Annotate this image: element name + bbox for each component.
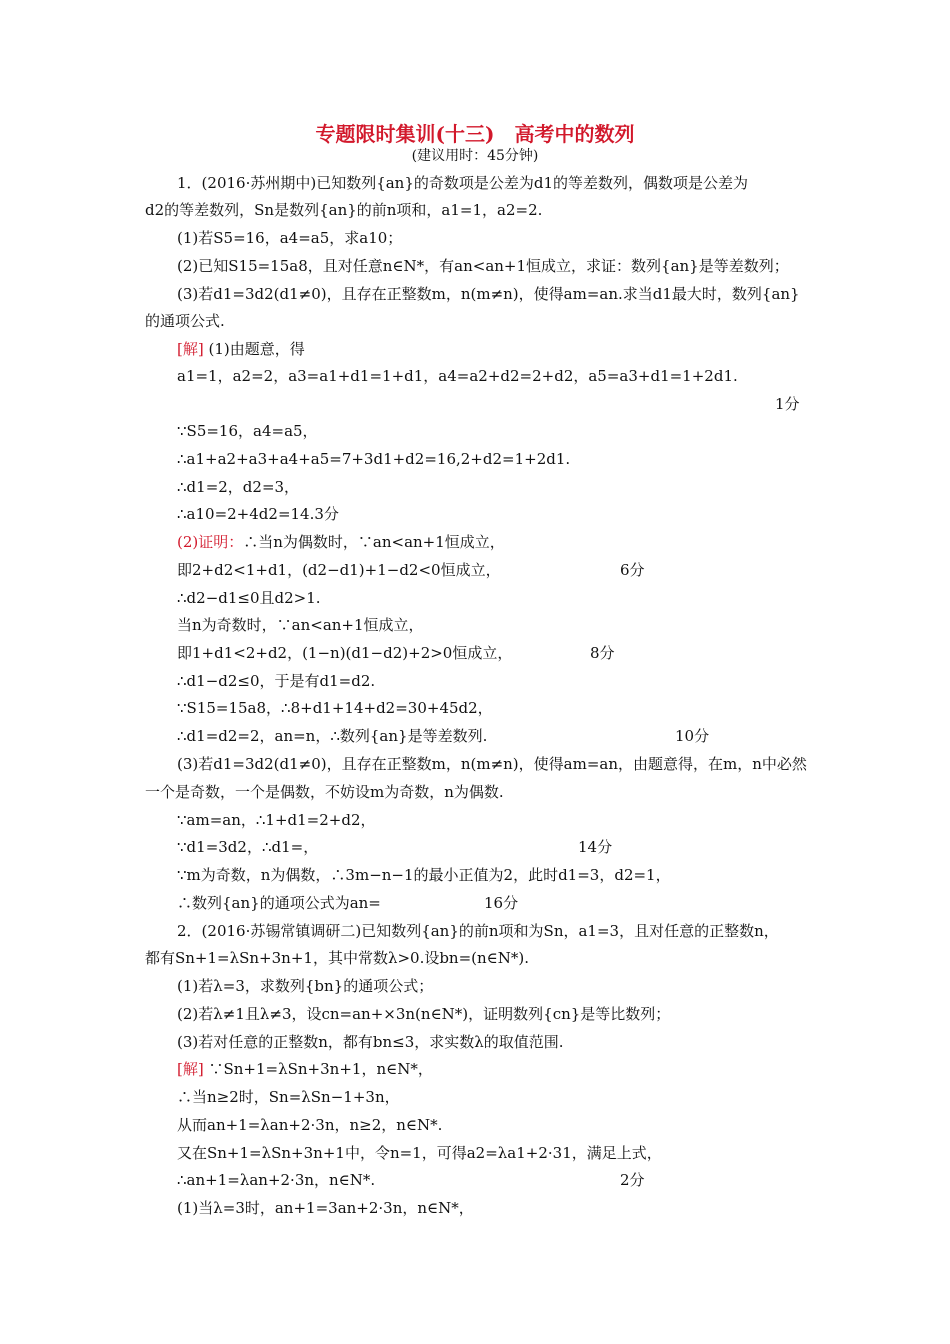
proof-line-2: 即2+d2<1+d1，(d2−d1)+1−d2<0恒成立， [177, 561, 501, 579]
problem-2-line-2: 都有Sn+1=λSn+3n+1，其中常数λ>0.设bn=(n∈N*). [145, 949, 530, 967]
problem-1-line-2: d2的等差数列，Sn是数列{an}的前n项和，a1=1，a2=2. [145, 201, 543, 219]
problem-2-part-3: (3)若对任意的正整数n，都有bn≤3，求实数λ的取值范围. [177, 1033, 564, 1051]
score-10: 10分 [675, 727, 710, 745]
solution-2-start [177, 1059, 433, 1079]
solution-3-line-6: ∴数列{an}的通项公式为an= [177, 894, 381, 912]
problem-2-part-1: (1)若λ=3，求数列{bn}的通项公式； [177, 977, 434, 995]
problem-1-part-3: (3)若d1=3d2(d1≠0)，且存在正整数m，n(m≠n)，使得am=an.求当d1最大时，数列{an} [177, 285, 800, 303]
proof-start [177, 532, 505, 552]
problem-1-part-1: (1)若S5=16，a4=a5，求a10； [177, 229, 403, 247]
page-subtitle: (建议用时：45分钟) [411, 148, 539, 164]
solution-3-line-1: (3)若d1=3d2(d1≠0)，且存在正整数m，n(m≠n)，使得am=an，由题意得，在m，n中必然 [177, 755, 807, 773]
proof-line-6: ∴d1−d2≤0，于是有d1=d2. [177, 672, 376, 690]
proof-line-3: ∴d2−d1≤0且d2>1. [177, 589, 321, 607]
solution-1-line-3: ∵S5=16，a4=a5， [177, 422, 318, 440]
solution-1-line-6: ∴a10=2+4d2=14.3分 [177, 505, 339, 523]
proof-line-8: ∴d1=d2=2，an=n，∴数列{an}是等差数列. [177, 727, 488, 745]
proof-line-5: 即1+d1<2+d2，(1−n)(d1−d2)+2>0恒成立， [177, 644, 513, 662]
proof-label: (2)证明： [177, 533, 244, 551]
score-8: 8分 [590, 644, 615, 662]
page-title: 专题限时集训(十三) 高考中的数列 [315, 122, 635, 146]
solution-2-line-3: 从而an+1=λan+2·3n，n≥2，n∈N*. [177, 1116, 443, 1134]
solution-2-line-5: ∴an+1=λan+2·3n，n∈N*. [177, 1171, 376, 1189]
score-14: 14分 [578, 838, 613, 856]
solution-3-line-2: 一个是奇数，一个是偶数，不妨设m为奇数，n为偶数. [145, 783, 504, 801]
solution-3-line-4: ∵d1=3d2，∴d1=， [177, 838, 319, 856]
solution-3-line-3: ∵am=an，∴1+d1=2+d2， [177, 811, 376, 829]
solution-1-start [177, 339, 305, 359]
solution-label-2: [解] [177, 1060, 204, 1078]
problem-1-part-2: (2)已知S15=15a8，且对任意n∈N*，有an<an+1恒成立，求证：数列{an}是等差数列； [177, 257, 789, 275]
proof-line: ∴当n为偶数时，∵an<an+1恒成立， [243, 533, 505, 551]
solution-1-line: (1)由题意，得 [208, 340, 305, 358]
score-1: 1分 [775, 395, 800, 413]
solution-1-line-5: ∴d1=2，d2=3， [177, 478, 300, 496]
problem-1-line-1: 1．(2016·苏州期中)已知数列{an}的奇数项是公差为d1的等差数列，偶数项是公差为 [177, 174, 749, 192]
solution-3-line-5: ∵m为奇数，n为偶数，∴3m−n−1的最小正值为2，此时d1=3，d2=1， [177, 866, 671, 884]
proof-line-4: 当n为奇数时，∵an<an+1恒成立， [177, 616, 424, 634]
score-16: 16分 [484, 894, 519, 912]
solution-2-line-4: 又在Sn+1=λSn+3n+1中，令n=1，可得a2=λa1+2·31，满足上式， [177, 1144, 662, 1162]
score-2: 2分 [620, 1171, 645, 1189]
solution-2-line-2: ∴当n≥2时，Sn=λSn−1+3n， [177, 1088, 400, 1106]
solution-2-line: ∵Sn+1=λSn+3n+1，n∈N*， [208, 1060, 433, 1078]
problem-2-part-2: (2)若λ≠1且λ≠3，设cn=an+×3n(n∈N*)，证明数列{cn}是等比数列； [177, 1005, 671, 1023]
proof-line-7: ∵S15=15a8，∴8+d1+14+d2=30+45d2， [177, 699, 493, 717]
solution-2-line-6: (1)当λ=3时，an+1=3an+2·3n，n∈N*， [177, 1199, 474, 1217]
solution-1-line-2: a1=1，a2=2，a3=a1+d1=1+d1，a4=a2+d2=2+d2，a5=a3+d1=1+2d1. [177, 367, 738, 385]
solution-label: [解] [177, 340, 204, 358]
problem-2-line-1: 2．(2016·苏锡常镇调研二)已知数列{an}的前n项和为Sn，a1=3，且对任意的正整数n， [177, 922, 779, 940]
score-6: 6分 [620, 561, 645, 579]
problem-1-part-3-cont: 的通项公式. [145, 312, 225, 330]
solution-1-line-4: ∴a1+a2+a3+a4+a5=7+3d1+d2=16,2+d2=1+2d1. [177, 450, 571, 468]
